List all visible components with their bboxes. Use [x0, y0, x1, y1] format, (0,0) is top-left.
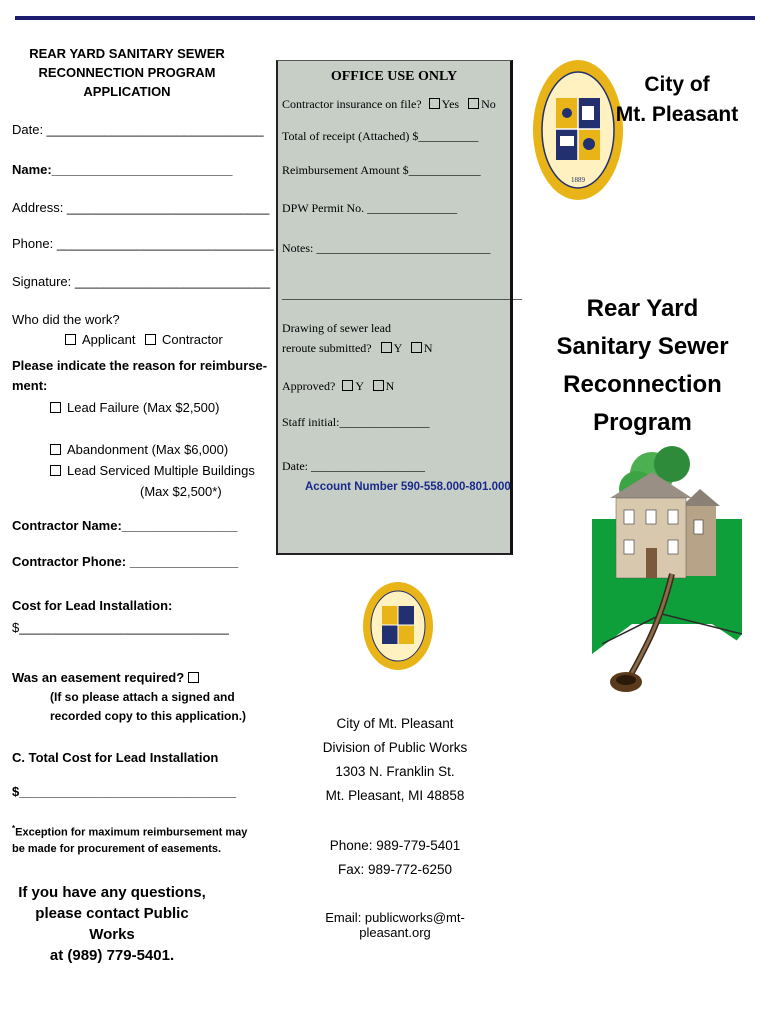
- y-label: Y: [355, 379, 364, 393]
- questions-note: [12, 882, 212, 966]
- easement-field[interactable]: [12, 670, 205, 685]
- seal-year: 1889: [571, 176, 585, 184]
- y-label: Y: [393, 341, 402, 355]
- total-cost-label: C. Total Cost for Lead Installation: [12, 750, 219, 765]
- contractor-label: Contractor: [162, 332, 223, 347]
- checkbox[interactable]: [65, 334, 76, 345]
- exception-note: [12, 824, 247, 839]
- account-number: Account Number 590-558.000-801.000: [305, 481, 511, 493]
- name-field[interactable]: [12, 162, 233, 177]
- questions-line: If you have any questions,: [18, 884, 206, 901]
- staff-label: Staff initial:: [282, 415, 340, 429]
- program-title-line: Reconnection Program: [563, 371, 722, 436]
- city-seal-small: [362, 580, 434, 672]
- contractor-name-field[interactable]: [12, 518, 237, 533]
- approved-row: [282, 379, 394, 394]
- title-line: REAR YARD SANITARY SEWER: [29, 46, 225, 61]
- checkbox[interactable]: [50, 402, 61, 413]
- easement-note: recorded copy to this application.): [50, 709, 247, 723]
- contractor-option[interactable]: [145, 332, 223, 347]
- phone-label: Phone: ______________________________: [12, 236, 274, 251]
- checkbox[interactable]: [373, 380, 384, 391]
- easement-note: (If so please attach a signed and: [50, 690, 235, 704]
- lead-failure-option[interactable]: [50, 400, 219, 415]
- drawing-label: Drawing of sewer lead: [282, 321, 391, 335]
- checkbox[interactable]: [468, 98, 479, 109]
- contractor-phone-label: Contractor Phone: _______________: [12, 554, 239, 569]
- city-heading: [612, 70, 742, 130]
- insurance-label: Contractor insurance on file?: [282, 97, 422, 111]
- checkbox[interactable]: [145, 334, 156, 345]
- contact-block: [290, 712, 500, 808]
- drawing-row: [282, 341, 433, 356]
- abandonment-option[interactable]: [50, 442, 228, 457]
- contact-citystate: Mt. Pleasant, MI 48858: [325, 788, 465, 803]
- staff-line: _______________: [339, 415, 430, 429]
- date-label: Date: ______________________________: [12, 122, 264, 137]
- exception-line: Exception for maximum reimbursement may: [15, 826, 248, 839]
- questions-line: please contact Public Works: [35, 905, 189, 943]
- cost-label: Cost for Lead Installation:: [12, 598, 173, 613]
- applicant-label: Applicant: [82, 332, 136, 347]
- date-field[interactable]: [12, 122, 264, 137]
- office-date-line: ___________________: [311, 459, 425, 473]
- contact-city: City of Mt. Pleasant: [336, 716, 454, 731]
- easement-label: Was an easement required?: [12, 670, 185, 685]
- city-seal-large: [532, 58, 624, 202]
- insurance-row: [282, 97, 496, 112]
- n-label: N: [385, 379, 395, 393]
- program-title-line: Sanitary Sewer: [556, 333, 729, 360]
- office-date-field[interactable]: [282, 459, 425, 474]
- contact-phone: Phone: 989-779-5401: [329, 838, 461, 853]
- phone-field[interactable]: [12, 236, 274, 251]
- approved-label: Approved?: [282, 379, 336, 393]
- notes-field[interactable]: Notes: _____________________________: [282, 241, 491, 255]
- title-line: RECONNECTION PROGRAM: [38, 65, 216, 80]
- contractor-phone-field[interactable]: [12, 554, 238, 569]
- checkbox[interactable]: [381, 342, 392, 353]
- who-label: Who did the work?: [12, 312, 120, 327]
- checkbox[interactable]: [342, 380, 353, 391]
- contact-division: Division of Public Works: [322, 740, 468, 755]
- signature-label: Signature: ___________________________: [12, 274, 271, 289]
- checkbox[interactable]: [429, 98, 440, 109]
- top-rule: [15, 16, 755, 20]
- contractor-name-label: Contractor Name:: [12, 518, 122, 533]
- footnote-star: *: [12, 824, 16, 833]
- contractor-name-line: ________________: [121, 518, 238, 533]
- lead-failure-label: Lead Failure (Max $2,500): [67, 400, 220, 415]
- dpw-permit-field[interactable]: [282, 201, 457, 216]
- staff-initial-field[interactable]: [282, 415, 429, 430]
- no-label: No: [481, 97, 496, 111]
- office-header: OFFICE USE ONLY: [330, 69, 458, 84]
- n-label: N: [423, 341, 433, 355]
- checkbox[interactable]: [411, 342, 422, 353]
- city-of: City of: [644, 73, 710, 96]
- contact-phone-block: [290, 834, 500, 882]
- total-cost-field[interactable]: $______________________________: [12, 784, 237, 799]
- checkbox[interactable]: [50, 444, 61, 455]
- name-label: Name:: [12, 162, 52, 177]
- address-field[interactable]: [12, 200, 269, 215]
- lead-serviced-max: (Max $2,500*): [140, 484, 222, 499]
- office-date-label: Date:: [282, 459, 308, 473]
- lead-serviced-label: Lead Serviced Multiple Buildings: [67, 463, 255, 478]
- name-line: _________________________: [51, 162, 233, 177]
- checkbox[interactable]: [188, 672, 199, 683]
- abandonment-label: Abandonment (Max $6,000): [67, 442, 229, 457]
- city-name: Mt. Pleasant: [615, 103, 739, 126]
- questions-line: at (989) 779-5401.: [49, 947, 175, 964]
- applicant-option[interactable]: [65, 332, 135, 347]
- contact-email[interactable]: Email: publicworks@mt-pleasant.org: [325, 910, 465, 940]
- receipt-field[interactable]: Total of receipt (Attached) $__________: [282, 129, 479, 143]
- application-title: [12, 44, 242, 101]
- program-title: [530, 290, 755, 442]
- title-line: APPLICATION: [83, 84, 171, 99]
- cost-field[interactable]: $_____________________________: [12, 620, 229, 635]
- checkbox[interactable]: [50, 465, 61, 476]
- exception-line: be made for procurement of easements.: [12, 843, 222, 855]
- dpw-line: _______________: [367, 201, 458, 215]
- yes-label: Yes: [441, 97, 460, 111]
- reimbursement-field[interactable]: Reimbursement Amount $____________: [282, 163, 481, 177]
- notes-line: ________________________________________: [282, 287, 522, 301]
- contact-street: 1303 N. Franklin St.: [335, 764, 455, 779]
- reason-label: Please indicate the reason for reimburse-: [12, 358, 268, 373]
- drawing-label: reroute submitted?: [282, 341, 372, 355]
- lead-serviced-option[interactable]: [50, 463, 255, 478]
- house-illustration: [592, 444, 742, 719]
- reason-label-cont: ment:: [12, 378, 48, 393]
- program-title-line: Rear Yard: [586, 295, 699, 322]
- signature-field[interactable]: [12, 274, 270, 289]
- address-label: Address: ____________________________: [12, 200, 270, 215]
- contact-fax: Fax: 989-772-6250: [337, 862, 453, 877]
- dpw-label: DPW Permit No.: [282, 201, 365, 215]
